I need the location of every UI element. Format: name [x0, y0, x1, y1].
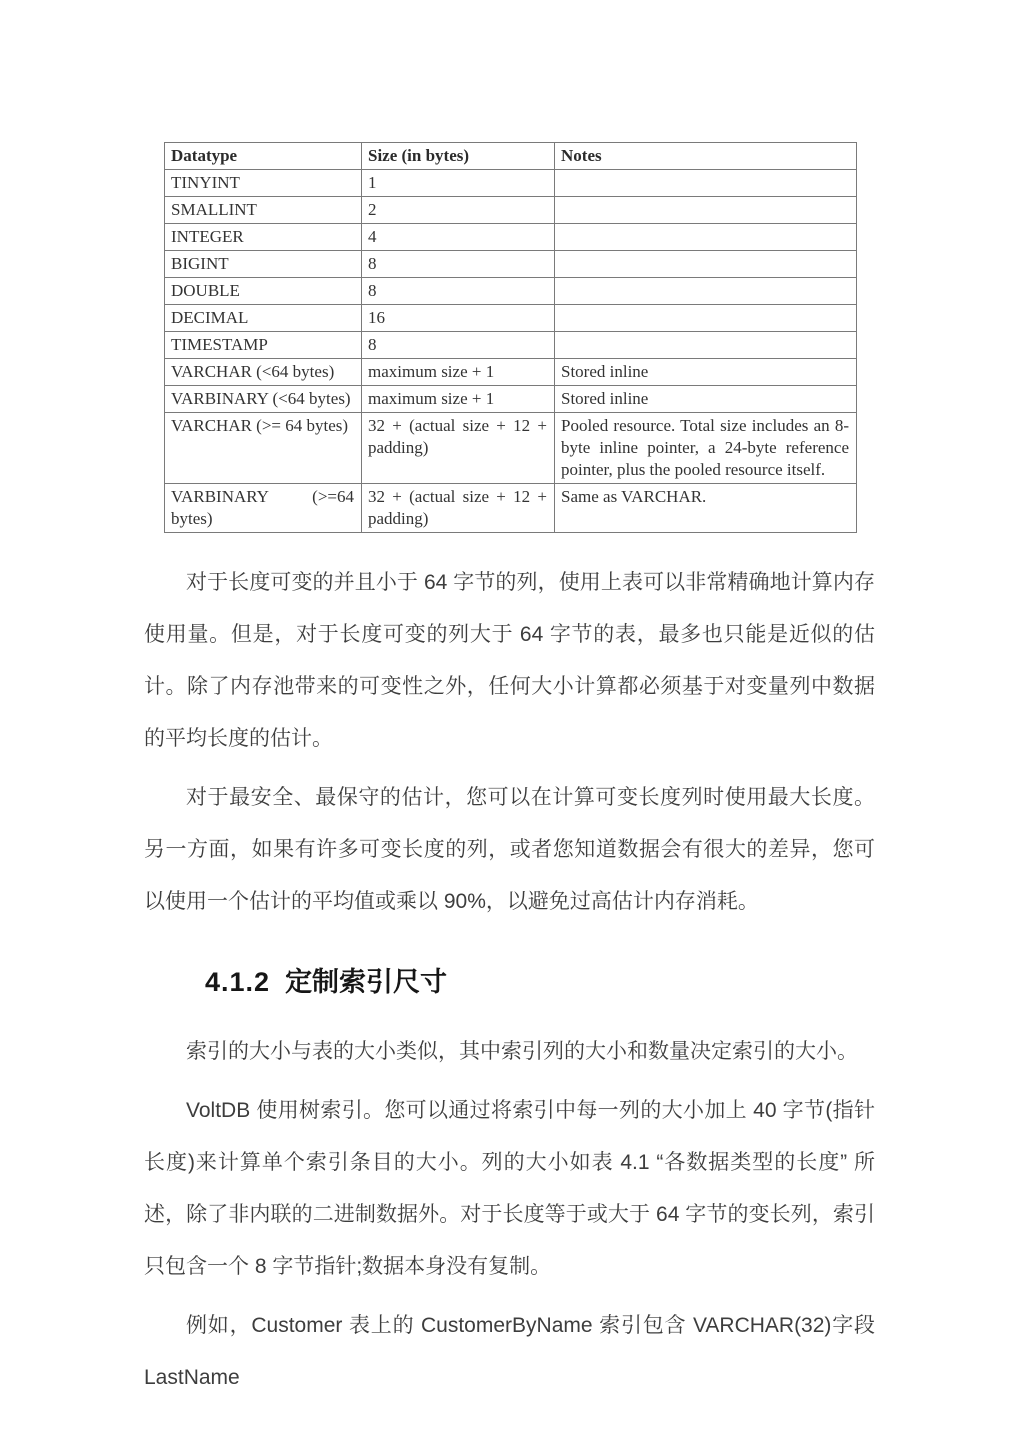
table-cell: TINYINT: [165, 170, 362, 197]
table-cell: VARBINARY (<64 bytes): [165, 386, 362, 413]
datatype-size-table: [164, 142, 857, 533]
table-cell: [555, 251, 857, 278]
table-cell: Pooled resource. Total size includes an 8-byte inline pointer, a 24-byte reference pointer, plus the pooled resource itself.: [555, 413, 857, 484]
table-cell: Stored inline: [555, 359, 857, 386]
paragraph-customer-example: 例如，Customer 表上的 CustomerByName 索引包含 VARCHAR(32)字段 LastName: [144, 1314, 875, 1389]
table-cell: 8: [362, 278, 555, 305]
table-cell: [555, 224, 857, 251]
table-row: [165, 224, 857, 251]
paragraph-tree-index: VoltDB 使用树索引。您可以通过将索引中每一列的大小加上 40 字节(指针长度)来计算单个索引条目的大小。列的大小如表 4.1 “各数据类型的长度” 所述，除了非内联的二进制数据外。对于长度等于或大于 64 字节的变长列，索引只包含一个 8 字节指针;数据本身没有复制。: [144, 1099, 875, 1278]
paragraph-conservative-estimate: 对于最安全、最保守的估计，您可以在计算可变长度列时使用最大长度。另一方面，如果有许多可变长度的列，或者您知道数据会有很大的差异，您可以使用一个估计的平均值或乘以 90%，以避免过高估计内存消耗。: [144, 786, 875, 913]
table-cell: 8: [362, 251, 555, 278]
section-title: 定制索引尺寸: [285, 967, 448, 997]
table-cell: [555, 170, 857, 197]
table-row: [165, 386, 857, 413]
table-cell: VARBINARY (>=64 bytes): [165, 484, 362, 533]
table-cell: 2: [362, 197, 555, 224]
table-cell: [555, 278, 857, 305]
table-cell: 8: [362, 332, 555, 359]
paragraph-memory-estimate: 对于长度可变的并且小于 64 字节的列，使用上表可以非常精确地计算内存使用量。但是，对于长度可变的列大于 64 字节的表，最多也只能是近似的估计。除了内存池带来的可变性之外，任何大小计算都必须基于对变量列中数据的平均长度的估计。: [144, 571, 875, 750]
table-cell: [555, 332, 857, 359]
table-body: [165, 170, 857, 533]
table-cell: VARCHAR (<64 bytes): [165, 359, 362, 386]
body-text: [144, 557, 875, 1404]
table-cell: DECIMAL: [165, 305, 362, 332]
table-cell: 32 + (actual size + 12 + padding): [362, 413, 555, 484]
paragraph-index-size-intro: 索引的大小与表的大小类似，其中索引列的大小和数量决定索引的大小。: [186, 1040, 858, 1063]
table-row: [165, 332, 857, 359]
table-cell: INTEGER: [165, 224, 362, 251]
table-cell: 32 + (actual size + 12 + padding): [362, 484, 555, 533]
table-cell: DOUBLE: [165, 278, 362, 305]
table-row: [165, 278, 857, 305]
table-row: [165, 305, 857, 332]
table-row: [165, 359, 857, 386]
table-cell: maximum size + 1: [362, 359, 555, 386]
table-cell: Same as VARCHAR.: [555, 484, 857, 533]
table-row: [165, 484, 857, 533]
table-row: [165, 413, 857, 484]
table-header-datatype: Datatype: [165, 143, 362, 170]
table-cell: [555, 305, 857, 332]
table-cell: maximum size + 1: [362, 386, 555, 413]
table-row: [165, 251, 857, 278]
table-cell: 16: [362, 305, 555, 332]
table-cell: 4: [362, 224, 555, 251]
table-cell: VARCHAR (>= 64 bytes): [165, 413, 362, 484]
table-cell: Stored inline: [555, 386, 857, 413]
table-cell: SMALLINT: [165, 197, 362, 224]
table-header-size: Size (in bytes): [362, 143, 555, 170]
table-row: [165, 197, 857, 224]
table-cell: TIMESTAMP: [165, 332, 362, 359]
table-header-row: [165, 143, 857, 170]
table-cell: 1: [362, 170, 555, 197]
table-cell: [555, 197, 857, 224]
table-row: [165, 170, 857, 197]
table-cell: BIGINT: [165, 251, 362, 278]
section-number: 4.1.2: [205, 967, 271, 997]
table-header-notes: Notes: [555, 143, 857, 170]
section-heading: [205, 962, 875, 1002]
